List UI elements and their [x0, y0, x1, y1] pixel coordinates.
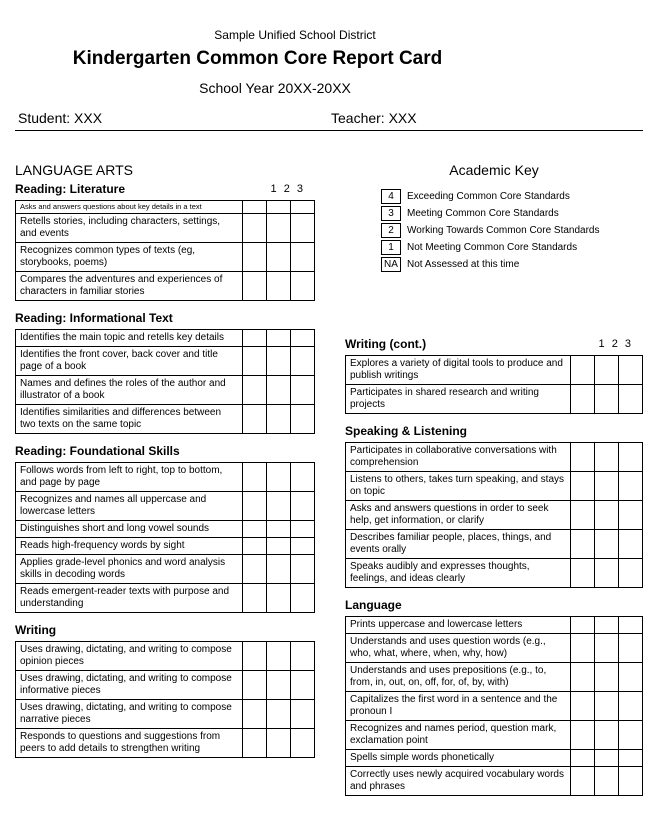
skill-row	[346, 692, 643, 721]
grade-cell-q3[interactable]	[291, 330, 315, 347]
skill-description: Identifies the front cover, back cover and title page of a book	[16, 347, 243, 376]
grade-cell-q2[interactable]	[267, 700, 291, 729]
right-column	[345, 162, 643, 796]
quarter-numbers: 1 2 3	[270, 183, 303, 195]
skill-row	[346, 356, 643, 385]
grade-cell-q1[interactable]	[571, 385, 595, 414]
report-title: Kindergarten Common Core Report Card	[72, 48, 443, 69]
grade-cell-q3[interactable]	[619, 356, 643, 385]
grade-cell-q1[interactable]	[571, 663, 595, 692]
key-row	[381, 256, 643, 273]
skill-description: Distinguishes short and long vowel sounds	[16, 521, 243, 538]
skill-row	[16, 671, 315, 700]
grade-cell-q2[interactable]	[595, 617, 619, 634]
left-column	[15, 162, 315, 758]
skill-description: Retells stories, including characters, settings, and events	[16, 214, 243, 243]
grade-cell-q3[interactable]	[291, 700, 315, 729]
skill-row	[16, 584, 315, 613]
grade-cell-q1[interactable]	[243, 330, 267, 347]
skill-description: Names and defines the roles of the author and illustrator of a book	[16, 376, 243, 405]
grade-cell-q1[interactable]	[571, 356, 595, 385]
skill-description: Recognizes and names period, question mark, exclamation point	[346, 721, 571, 750]
skill-row	[346, 530, 643, 559]
skill-row	[346, 663, 643, 692]
school-year: School Year 20XX-20XX	[199, 80, 351, 96]
skill-row	[16, 642, 315, 671]
skill-row	[16, 330, 315, 347]
skill-description: Spells simple words phonetically	[346, 750, 571, 767]
skill-description: Follows words from left to right, top to bottom, and page by page	[16, 463, 243, 492]
grade-cell-q2[interactable]	[267, 642, 291, 671]
grade-cell-q2[interactable]	[267, 214, 291, 243]
grade-cell-q2[interactable]	[595, 385, 619, 414]
grade-cell-q2[interactable]	[267, 729, 291, 758]
key-label: Not Assessed at this time	[407, 259, 520, 270]
skill-row	[346, 721, 643, 750]
grade-cell-q1[interactable]	[571, 472, 595, 501]
section-title: Reading: Informational Text	[15, 311, 173, 325]
grade-cell-q2[interactable]	[267, 376, 291, 405]
grade-cell-q3[interactable]	[619, 750, 643, 767]
grade-cell-q3[interactable]	[291, 214, 315, 243]
grade-cell-q1[interactable]	[243, 243, 267, 272]
skill-description: Identifies the main topic and retells key details	[16, 330, 243, 347]
grade-cell-q2[interactable]	[267, 405, 291, 434]
skill-row	[16, 243, 315, 272]
grade-cell-q2[interactable]	[595, 530, 619, 559]
grade-cell-q2[interactable]	[595, 559, 619, 588]
grade-cell-q2[interactable]	[267, 492, 291, 521]
skill-description: Reads emergent-reader texts with purpose and understanding	[16, 584, 243, 613]
section-gap	[15, 434, 315, 442]
academic-key-list	[345, 188, 643, 273]
key-code-box: 2	[381, 223, 401, 238]
grade-cell-q2[interactable]	[595, 663, 619, 692]
left-sections	[15, 180, 315, 758]
grade-cell-q2[interactable]	[595, 501, 619, 530]
skill-row	[346, 472, 643, 501]
grade-cell-q2[interactable]	[267, 671, 291, 700]
grade-cell-q3[interactable]	[619, 385, 643, 414]
skill-row	[16, 214, 315, 243]
grade-cell-q3[interactable]	[291, 642, 315, 671]
skill-description: Responds to questions and suggestions from peers to add details to strengthen writing	[16, 729, 243, 758]
skill-description: Speaks audibly and expresses thoughts, feelings, and ideas clearly	[346, 559, 571, 588]
grade-cell-q3[interactable]	[291, 405, 315, 434]
skills-table	[345, 442, 643, 588]
grade-cell-q1[interactable]	[571, 443, 595, 472]
grade-cell-q3[interactable]	[619, 443, 643, 472]
section-heading	[15, 621, 315, 639]
skill-row	[16, 555, 315, 584]
skill-row	[346, 750, 643, 767]
skill-description: Understands and uses question words (e.g., who, what, where, when, why, how)	[346, 634, 571, 663]
section-heading	[345, 596, 643, 614]
grade-cell-q2[interactable]	[267, 243, 291, 272]
grade-cell-q3[interactable]	[291, 555, 315, 584]
academic-key-title: Academic Key	[449, 162, 539, 178]
section-heading	[15, 309, 315, 327]
skill-description: Participates in collaborative conversations with comprehension	[346, 443, 571, 472]
skill-row	[346, 385, 643, 414]
skill-row	[346, 634, 643, 663]
grade-cell-q3[interactable]	[291, 521, 315, 538]
grade-cell-q2[interactable]	[267, 347, 291, 376]
grade-cell-q1[interactable]	[243, 405, 267, 434]
grade-cell-q2[interactable]	[595, 767, 619, 796]
grade-cell-q1[interactable]	[243, 347, 267, 376]
section-title: Language	[345, 598, 402, 612]
grade-cell-q2[interactable]	[595, 356, 619, 385]
key-row	[381, 239, 643, 256]
grade-cell-q3[interactable]	[291, 243, 315, 272]
section-title: Reading: Foundational Skills	[15, 444, 180, 458]
skill-description: Explores a variety of digital tools to produce and publish writings	[346, 356, 571, 385]
grade-cell-q1[interactable]	[243, 272, 267, 301]
skill-description: Correctly uses newly acquired vocabulary words and phrases	[346, 767, 571, 796]
grade-cell-q1[interactable]	[243, 463, 267, 492]
quarter-numbers: 1 2 3	[598, 338, 631, 350]
skill-description: Identifies similarities and differences between two texts on the same topic	[16, 405, 243, 434]
grade-cell-q1[interactable]	[243, 642, 267, 671]
skill-row	[16, 700, 315, 729]
skill-row	[16, 463, 315, 492]
skill-row	[16, 405, 315, 434]
section-gap	[15, 613, 315, 621]
skill-description: Uses drawing, dictating, and writing to compose opinion pieces	[16, 642, 243, 671]
district-name: Sample Unified School District	[214, 28, 376, 42]
grade-cell-q1[interactable]	[243, 214, 267, 243]
grade-cell-q2[interactable]	[267, 538, 291, 555]
key-code-box: 1	[381, 240, 401, 255]
skill-row	[16, 347, 315, 376]
skill-row	[346, 767, 643, 796]
grade-cell-q2[interactable]	[595, 721, 619, 750]
skill-description: Recognizes and names all uppercase and lowercase letters	[16, 492, 243, 521]
skill-row	[16, 492, 315, 521]
grade-cell-q3[interactable]	[619, 721, 643, 750]
grade-cell-q1[interactable]	[571, 721, 595, 750]
section-title: Speaking & Listening	[345, 424, 468, 438]
grade-cell-q2[interactable]	[267, 584, 291, 613]
skills-table	[15, 200, 315, 301]
section-heading	[345, 422, 643, 440]
grade-cell-q1[interactable]	[243, 671, 267, 700]
skill-row	[16, 729, 315, 758]
skill-description: Uses drawing, dictating, and writing to compose narrative pieces	[16, 700, 243, 729]
grade-cell-q1[interactable]	[243, 555, 267, 584]
academic-key	[345, 162, 643, 273]
grade-cell-q1[interactable]	[243, 492, 267, 521]
grade-cell-q3[interactable]	[619, 501, 643, 530]
grade-cell-q2[interactable]	[267, 201, 291, 214]
grade-cell-q3[interactable]	[619, 559, 643, 588]
grade-cell-q1[interactable]	[243, 729, 267, 758]
grade-cell-q2[interactable]	[267, 555, 291, 584]
grade-cell-q1[interactable]	[571, 559, 595, 588]
skill-description: Applies grade-level phonics and word analysis skills in decoding words	[16, 555, 243, 584]
skill-description: Understands and uses prepositions (e.g., to, from, in, out, on, off, for, of, by, with)	[346, 663, 571, 692]
skill-description: Asks and answers questions about key details in a text	[16, 201, 243, 214]
key-label: Working Towards Common Core Standards	[407, 225, 600, 236]
header-divider	[15, 130, 643, 131]
skill-row	[16, 538, 315, 555]
section-title: Reading: Literature	[15, 182, 126, 196]
grade-cell-q3[interactable]	[291, 492, 315, 521]
grade-cell-q3[interactable]	[291, 584, 315, 613]
grade-cell-q2[interactable]	[595, 472, 619, 501]
grade-cell-q2[interactable]	[595, 692, 619, 721]
skill-description: Compares the adventures and experiences of characters in familiar stories	[16, 272, 243, 301]
grade-cell-q1[interactable]	[571, 634, 595, 663]
skill-row	[16, 376, 315, 405]
grade-cell-q3[interactable]	[619, 663, 643, 692]
key-code-box: 4	[381, 189, 401, 204]
section-title: Writing (cont.)	[345, 337, 427, 351]
key-row	[381, 222, 643, 239]
section-gap	[345, 414, 643, 422]
section-gap	[15, 301, 315, 309]
grade-cell-q3[interactable]	[619, 472, 643, 501]
grade-cell-q1[interactable]	[243, 584, 267, 613]
grade-cell-q3[interactable]	[291, 729, 315, 758]
key-row	[381, 188, 643, 205]
skills-table	[345, 616, 643, 796]
grade-cell-q2[interactable]	[267, 521, 291, 538]
right-sections	[345, 335, 643, 796]
grade-cell-q3[interactable]	[291, 463, 315, 492]
grade-cell-q1[interactable]	[571, 501, 595, 530]
grade-cell-q3[interactable]	[291, 272, 315, 301]
skills-table	[345, 355, 643, 414]
skill-description: Describes familiar people, places, things, and events orally	[346, 530, 571, 559]
grade-cell-q3[interactable]	[619, 692, 643, 721]
key-row	[381, 205, 643, 222]
key-label: Exceeding Common Core Standards	[407, 191, 570, 202]
grade-cell-q1[interactable]	[571, 617, 595, 634]
key-label: Meeting Common Core Standards	[407, 208, 559, 219]
grade-cell-q3[interactable]	[619, 767, 643, 796]
grade-cell-q2[interactable]	[595, 634, 619, 663]
skill-row	[346, 443, 643, 472]
grade-cell-q3[interactable]	[291, 538, 315, 555]
grade-cell-q3[interactable]	[291, 671, 315, 700]
grade-cell-q1[interactable]	[571, 767, 595, 796]
section-heading	[345, 335, 643, 353]
grade-cell-q2[interactable]	[595, 750, 619, 767]
skill-description: Asks and answers questions in order to seek help, get information, or clarify	[346, 501, 571, 530]
skill-row	[16, 521, 315, 538]
skill-description: Recognizes common types of texts (eg, storybooks, poems)	[16, 243, 243, 272]
skill-description: Capitalizes the first word in a sentence and the pronoun I	[346, 692, 571, 721]
grade-cell-q1[interactable]	[571, 750, 595, 767]
grade-cell-q2[interactable]	[267, 463, 291, 492]
section-heading	[15, 442, 315, 460]
key-code-box: 3	[381, 206, 401, 221]
skill-row	[16, 201, 315, 214]
grade-cell-q1[interactable]	[243, 521, 267, 538]
language-arts-heading: LANGUAGE ARTS	[15, 162, 134, 178]
skills-table	[15, 462, 315, 613]
grade-cell-q1[interactable]	[571, 530, 595, 559]
student-field: Student: XXX	[18, 110, 103, 126]
grade-cell-q3[interactable]	[619, 617, 643, 634]
section-gap	[345, 588, 643, 596]
skill-description: Participates in shared research and writing projects	[346, 385, 571, 414]
key-label: Not Meeting Common Core Standards	[407, 242, 578, 253]
skill-description: Uses drawing, dictating, and writing to compose informative pieces	[16, 671, 243, 700]
grade-cell-q1[interactable]	[243, 201, 267, 214]
grade-cell-q2[interactable]	[267, 272, 291, 301]
skills-table	[15, 329, 315, 434]
skill-row	[346, 617, 643, 634]
grade-cell-q1[interactable]	[571, 692, 595, 721]
grade-cell-q2[interactable]	[595, 443, 619, 472]
grade-cell-q1[interactable]	[243, 376, 267, 405]
grade-cell-q2[interactable]	[267, 330, 291, 347]
teacher-field: Teacher: XXX	[331, 110, 417, 126]
grade-cell-q3[interactable]	[291, 376, 315, 405]
grade-cell-q1[interactable]	[243, 538, 267, 555]
skill-row	[346, 501, 643, 530]
section-heading	[15, 180, 315, 198]
grade-cell-q3[interactable]	[619, 634, 643, 663]
skill-row	[16, 272, 315, 301]
grade-cell-q1[interactable]	[243, 700, 267, 729]
grade-cell-q3[interactable]	[291, 201, 315, 214]
skill-row	[346, 559, 643, 588]
section-title: Writing	[15, 623, 57, 637]
skills-table	[15, 641, 315, 758]
key-code-box: NA	[381, 257, 401, 272]
grade-cell-q3[interactable]	[291, 347, 315, 376]
skill-description: Reads high-frequency words by sight	[16, 538, 243, 555]
skill-description: Listens to others, takes turn speaking, and stays on topic	[346, 472, 571, 501]
skill-description: Prints uppercase and lowercase letters	[346, 617, 571, 634]
grade-cell-q3[interactable]	[619, 530, 643, 559]
